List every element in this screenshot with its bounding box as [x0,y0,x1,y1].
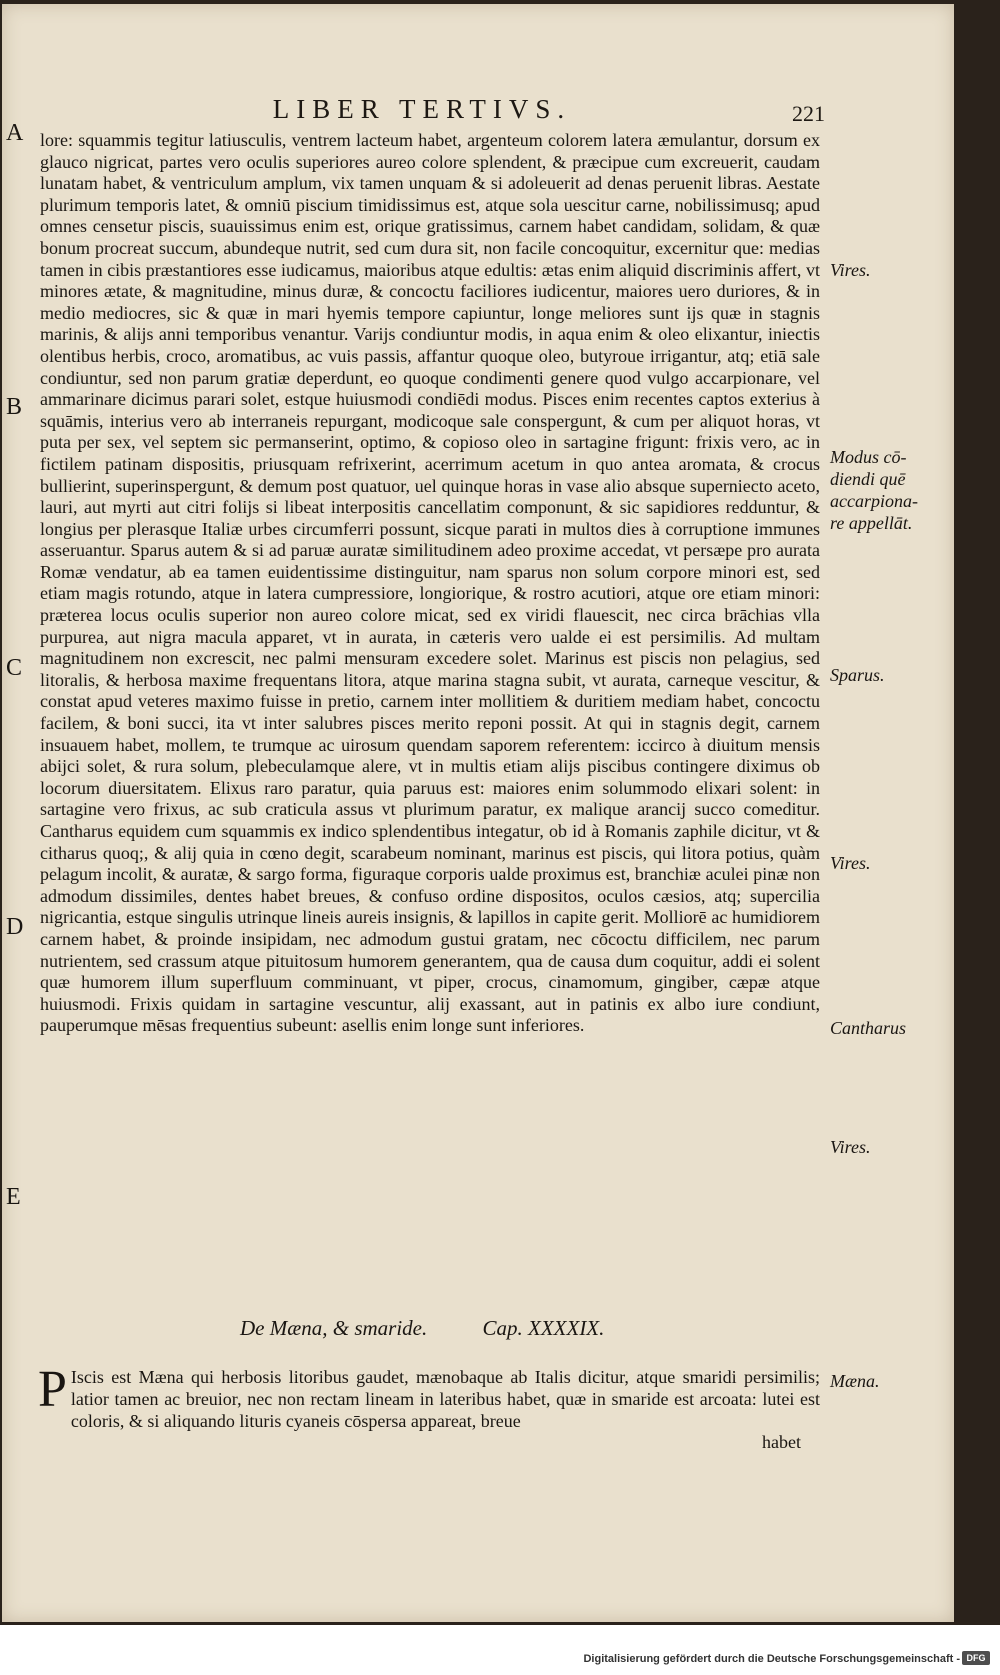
funding-credit: Digitalisierung gefördert durch die Deutsche Forschungsgemeinschaft - [583,1653,960,1665]
dfg-logo-icon: DFG [962,1651,990,1665]
page-number: 221 [792,101,825,126]
main-paragraph: lore: squammis tegitur latiusculis, ventrem lacteum habet, argenteum colorem latera æmulantur, dorsum ex glauco nigricat, partes vero oculis superiores aureo colore splendent, & præcipue cum excreuerit, caudam lunatam habet, & ventriculum amplum, vix tamen unquam & si adoleuerit ad denas peruenit libras. Aestate plurimum temporis latet, & omniū piscium timidissimus est, atque sola uescitur carne, nobilissimusq; apud omnes censetur piscis, suauissimus enim est, orique gratissimus, carnem habet candidam, solidam, & quæ bonum procreat succum, abundeque nutrit, sed cum dura sit, non facile concoquitur, excernitur que: medias tamen in cibis præstantiores esse iudicamus, maioribus atque edultis: ætas enim aliquid discriminis affert, vt minores ætate, & magnitudine, minus duræ, & concoctu faciliores iudicentur, maiores uero duriores, & in medio mediocres, sic & quæ in mari hyemis tempore capiuntur, longe meliores sunt ijs quæ in stagnis marinis, & alijs anni temporibus venantur. Varijs condiuntur modis, in aqua enim & oleo elixantur, iniectis olentibus herbis, croco, aromatibus, ac vuis passis, affantur quoque oleo, butyroue irrigantur, atq; etiā sale condiuntur, sed non parum gratiæ deperdunt, eo quoque condimenti genere quod vulgo accarpionare, vel ammarinare dicimus parari solet, estque huiusmodi condiēdi modus. Pisces enim recentes captos exterius à squāmis, interius vero ab interraneis repurgant, modicoque sale conspergunt, & cum per aliquot horas, vt puta per sex, vel septem sic permanserint, optimo, & copioso oleo in sartagine frigunt: frixis vero, ac in fictilem patinam dispositis, priusquam refrixerint, acerrimum acetum in quo antea aromata, & crocus bullierint, superinspergunt, & demum post quatuor, uel quinque horas in vase alio absque superniecto aceto, lauri, aut myrti aut citri folijs si libeat interpositis cancellatim componunt, & sic sapidiores redduntur, & longius per plerasque Italiæ urbes circumferri possunt, sicque parati in multos dies à corruptione immunes asseruantur. Sparus autem & si ad paruæ auratæ similitudinem adeo proxime accedat, vt persæpe pro aurata Romæ vendatur, ab ea tamen euidentissime distinguitur, nam sparus non solum corpore minori est, sed etiam magis rotundo, atque in latera cumpressiore, longiorique, & rostro acutiori, atque ore etiam minori: præterea locus oculis superior non aureo colore micat, sed ex viridi flauescit, nec circa brāchias vlla purpurea, aut nigra macula apparet, vt in aurata, in cæteris vero ualde ei est persimilis. Ad multam magnitudinem non excrescit, nec palmi mensuram excedere solet. Marinus est piscis non pelagius, sed litoralis, & herbosa maxime frequentans litora, atque marina stagna subit, vt aurata, carneque vescitur, & constat apud veteres maximo fuisse in pretio, carnem inter mollitiem & duritiem mediam habet, concoctu facilem, & boni succi, ita vt inter salubres pisces merito reponi possit. At qui in stagnis degit, carnem insuauem habet, mollem, te trumque ac uirosum quendam saporem referentem: iccirco à diuitum mensis abijci solet, & rura solum, plebeculamque alere, vt in multis etiam alijs piscibus contingere diximus ob locorum diuersitatem. Elixus raro paratur, quia paruus est: maiores enim solummodo elixari solent: in sartagine vero frixus, ac sub craticula assus vt plurimum paratur, ex malique arancij succo comeditur. Cantharus equidem cum squammis ex indico splendentibus integatur, ob id à Romanis zaphile dicitur, vt & citharus quoq;, & alij quia in cœno degit, scarabeum nominant, marinus est piscis, qui litora potius, quàm pelagum incolit, & auratæ, & sargo forma, figuraque corporis ualde proximus est, branchiæ aculei pinæ non admodum dissimiles, dentes habet breues, & confuso ordine dispositos, oculos cæsios, atq; supercilia nigricantia, estque singulis utrinque lineis aureis insignis, & lapillos in capite gerit. Molliorē ac humidiorem carnem habet, & proinde insipidam, nec admodum gustui gratam, nec cōcoctu difficilem, nec parum nutrientem, sed crassum atque pituitosum humorem generantem, qua de causa dum coquitur, addi ei solent quæ humorem illum superfluum comminuant, vt piper, crocus, cinamomum, gingiber, cæpæ atque huiusmodi. Frixis quidam in sartagine vescuntur, alij exassant, aut in patinis ex albo iure condiunt, pauperumque mēsas frequentius subeunt: asellis enim longe sunt inferiores. [40,130,820,1036]
section-letter-c: C [6,655,23,681]
margin-note-modus: Modus cō- diendi quē accarpiona- re appellāt. [830,447,918,533]
margin-note-maena: Mæna. [830,1371,880,1391]
margin-note-cantharus: Cantharus [830,1018,907,1038]
margin-note-vires-2: Vires. [830,853,871,873]
chapter-paragraph: Iscis est Mæna qui herbosis litoribus gaudet, mænobaque ab Italis dicitur, atque smaridi persimilis; latior tamen ac breuior, nec non rectam lineam in lateribus habet, quæ in smaride est arcoata: lutei est coloris, & si aliquando lituris cyaneis cōspersa appareat, breue [70,1367,820,1431]
footer-bar [0,1625,1000,1675]
drop-cap: P [38,1361,67,1418]
chapter-title: De Mæna, & smaride. [240,1316,428,1340]
chapter-heading [240,1316,604,1341]
chapter-number: Cap. XXXXIX. [482,1316,605,1340]
main-text-block [40,130,820,1037]
margin-note-sparus: Sparus. [830,665,885,685]
running-head: LIBER TERTIVS. [272,94,572,124]
section-letter-e: E [6,1184,21,1210]
margin-note-vires-3: Vires. [830,1137,871,1157]
margin-note-vires-1: Vires. [830,260,871,280]
section-letter-a: A [6,120,24,146]
section-letter-d: D [6,914,24,940]
catchword: habet [762,1432,801,1452]
book-page [2,4,954,1622]
section-letter-b: B [6,394,23,420]
chapter-text-block [38,1361,820,1432]
